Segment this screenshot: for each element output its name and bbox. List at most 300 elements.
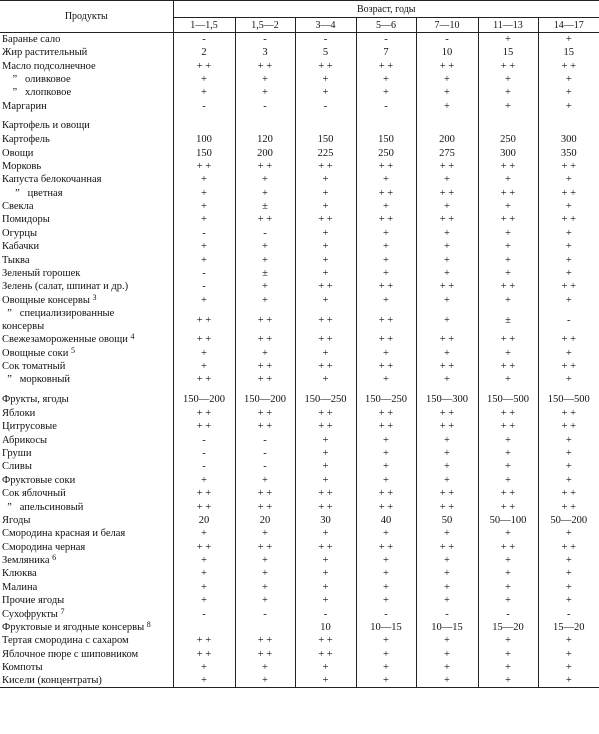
product-name <box>0 554 173 567</box>
age-group-header: 11—13 <box>478 18 538 33</box>
value-cell: + + <box>295 360 356 373</box>
value-cell: + + <box>356 187 416 200</box>
value-cell: + + <box>196 501 212 513</box>
product-name-text: Овощные консервы <box>2 294 90 306</box>
value-cell: + <box>201 201 207 213</box>
value-cell: + + <box>416 160 478 173</box>
value-cell: + + <box>538 160 599 173</box>
value-cell: + + <box>235 307 295 333</box>
table-row <box>0 433 599 446</box>
product-name <box>0 594 173 607</box>
table-row <box>0 294 599 307</box>
value-cell: + <box>538 86 599 99</box>
value-cell: + <box>478 73 538 86</box>
value-cell: + <box>416 294 478 307</box>
table-row <box>0 447 599 460</box>
value-cell: 10 <box>295 621 356 634</box>
value-cell: + <box>235 346 295 359</box>
value-cell: + <box>356 173 416 186</box>
value-cell: + + <box>416 280 478 293</box>
value-cell: + + <box>356 280 416 293</box>
product-name <box>0 227 173 240</box>
footnote-mark: 3 <box>92 293 97 302</box>
product-name-text: Зеленый горошек <box>2 268 81 280</box>
product-name-text: Зелень (салат, шпинат и др.) <box>2 281 129 293</box>
value-cell: + <box>235 294 295 307</box>
value-cell: + <box>478 594 538 607</box>
value-cell: + + <box>235 160 295 173</box>
value-cell: + <box>416 433 478 446</box>
section-title <box>0 113 173 133</box>
table-row <box>0 187 599 200</box>
table-row <box>0 527 599 540</box>
table-row <box>0 253 599 266</box>
value-cell: + <box>235 173 295 186</box>
product-name-text: Фруктовые и ягодные консервы <box>2 622 145 634</box>
value-cell: + + <box>295 407 356 420</box>
value-cell: + <box>235 474 295 487</box>
value-cell: + + <box>356 360 416 373</box>
product-name <box>0 307 173 333</box>
product-name-text: Масло подсолнечное <box>2 60 96 72</box>
product-name-text: Груши <box>2 447 32 459</box>
value-cell: 40 <box>356 514 416 527</box>
value-cell: + <box>173 674 235 688</box>
product-name-text: Овощи <box>2 147 34 159</box>
age-group-header: 1,5—2 <box>235 18 295 33</box>
value-cell: 150 <box>196 147 212 159</box>
product-name-text: Картофель <box>2 134 50 146</box>
value-cell: + + <box>416 500 478 513</box>
age-group-header: 3—4 <box>295 18 356 33</box>
value-cell: + <box>416 307 478 333</box>
table-row <box>0 621 599 634</box>
value-cell: + <box>538 634 599 647</box>
value-cell: + + <box>478 487 538 500</box>
value-cell: + + <box>235 500 295 513</box>
value-cell: + <box>201 581 207 593</box>
value-cell: + <box>295 73 356 86</box>
value-cell: 250 <box>478 133 538 146</box>
value-cell: + <box>416 267 478 280</box>
value-cell: ± <box>235 200 295 213</box>
value-cell: + <box>416 474 478 487</box>
product-name <box>0 500 173 513</box>
value-cell: + + <box>295 307 356 333</box>
value-cell: 3 <box>235 46 295 59</box>
product-name-text: Кисели (концентраты) <box>2 675 102 687</box>
product-name-text: Сухофрукты <box>2 608 58 620</box>
value-cell: + <box>478 294 538 307</box>
table-row <box>0 373 599 386</box>
value-cell: + + <box>538 213 599 226</box>
value-cell: 150—200 <box>235 387 295 407</box>
value-cell: + <box>478 634 538 647</box>
age-group-header: 14—17 <box>538 18 599 33</box>
product-name <box>0 200 173 213</box>
value-cell: - <box>356 100 416 113</box>
table-body <box>0 33 599 688</box>
value-cell: + <box>478 253 538 266</box>
value-cell: 150 <box>356 133 416 146</box>
product-name <box>0 581 173 594</box>
value-cell: + <box>538 527 599 540</box>
product-name <box>0 160 173 173</box>
value-cell: + <box>295 240 356 253</box>
value-cell: + <box>416 227 478 240</box>
value-cell: 350 <box>538 146 599 159</box>
value-cell: + + <box>295 59 356 72</box>
product-name-text: Клюква <box>2 568 37 580</box>
value-cell: + + <box>416 360 478 373</box>
value-cell: + <box>538 474 599 487</box>
value-cell: + <box>356 267 416 280</box>
value-cell: + <box>201 87 207 99</box>
value-cell: 10—15 <box>356 621 416 634</box>
value-cell: - <box>538 607 599 620</box>
value-cell: 15—20 <box>538 621 599 634</box>
product-name <box>0 487 173 500</box>
value-cell: + <box>295 567 356 580</box>
value-cell: + <box>235 594 295 607</box>
value-cell: + <box>538 581 599 594</box>
value-cell: + <box>295 594 356 607</box>
product-name-text: Сок яблочный <box>2 488 66 500</box>
value-cell: + <box>235 554 295 567</box>
value-cell: + <box>295 227 356 240</box>
table-row <box>0 360 599 373</box>
value-cell: + <box>416 447 478 460</box>
age-header: Возраст, годы <box>173 1 599 18</box>
product-name <box>0 33 173 47</box>
value-cell: 7 <box>356 46 416 59</box>
value-cell: 150—250 <box>356 387 416 407</box>
value-cell: + + <box>295 333 356 346</box>
table-row <box>0 346 599 359</box>
value-cell: + <box>478 173 538 186</box>
value-cell: + <box>478 581 538 594</box>
value-cell: + <box>295 581 356 594</box>
value-cell: + <box>356 200 416 213</box>
value-cell: + + <box>416 420 478 433</box>
product-name-text: Морковь <box>2 160 42 172</box>
value-cell: 150—500 <box>478 387 538 407</box>
table-row <box>0 567 599 580</box>
value-cell: + + <box>235 360 295 373</box>
value-cell: + + <box>356 59 416 72</box>
value-cell: + <box>416 634 478 647</box>
value-cell: - <box>416 33 478 47</box>
value-cell: + <box>416 567 478 580</box>
value-cell: 200 <box>235 146 295 159</box>
value-cell: + <box>416 527 478 540</box>
value-cell: + <box>356 73 416 86</box>
product-name <box>0 146 173 159</box>
value-cell: + <box>201 474 207 486</box>
product-name-text: Прочие ягоды <box>2 595 65 607</box>
table-row <box>0 407 599 420</box>
value-cell: + <box>478 447 538 460</box>
value-cell: + <box>356 581 416 594</box>
table-row <box>0 474 599 487</box>
value-cell: + <box>538 73 599 86</box>
value-cell: - <box>202 461 206 473</box>
value-cell: 200 <box>416 133 478 146</box>
value-cell: + <box>538 240 599 253</box>
table-row <box>0 213 599 226</box>
value-cell: + + <box>356 160 416 173</box>
product-name <box>0 280 173 293</box>
value-cell: + + <box>356 487 416 500</box>
value-cell: + <box>538 173 599 186</box>
product-name-text: Яблочное пюре с шиповником <box>2 648 139 660</box>
value-cell: + <box>295 187 356 200</box>
value-cell: + + <box>538 500 599 513</box>
value-cell: + <box>416 100 478 113</box>
value-cell: 20 <box>198 514 210 526</box>
table-row <box>0 420 599 433</box>
value-cell: + + <box>538 420 599 433</box>
table-row <box>0 46 599 59</box>
value-cell: + + <box>295 500 356 513</box>
value-cell: 30 <box>295 514 356 527</box>
footnote-mark: 8 <box>146 620 151 630</box>
table-row <box>0 661 599 674</box>
value-cell: + <box>478 267 538 280</box>
value-cell: + + <box>196 60 212 72</box>
product-name-text: Баранье сало <box>2 34 61 45</box>
value-cell: 225 <box>295 146 356 159</box>
value-cell: + <box>295 474 356 487</box>
value-cell: + <box>478 661 538 674</box>
value-cell: - <box>235 607 295 620</box>
value-cell: 50—200 <box>538 514 599 527</box>
product-name-text: Картофель и овощи <box>2 120 90 132</box>
value-cell: + <box>356 674 416 688</box>
product-name <box>0 133 173 146</box>
footnote-mark: 6 <box>52 553 57 563</box>
product-name-text: ” хлопковое <box>2 87 72 99</box>
product-name-text: ” специализированные <box>2 308 115 320</box>
table-row <box>0 541 599 554</box>
value-cell: + + <box>196 541 212 553</box>
value-cell: + <box>356 554 416 567</box>
value-cell <box>173 113 235 133</box>
product-name <box>0 46 173 59</box>
value-cell: + <box>416 253 478 266</box>
value-cell <box>538 113 599 133</box>
value-cell: + + <box>538 333 599 346</box>
value-cell: + <box>356 240 416 253</box>
table-row <box>0 607 599 620</box>
value-cell: + <box>538 433 599 446</box>
value-cell: + <box>416 460 478 473</box>
value-cell: - <box>202 100 206 112</box>
product-name <box>0 607 173 620</box>
value-cell: + <box>538 33 599 47</box>
value-cell: - <box>295 33 356 47</box>
product-name <box>0 648 173 661</box>
value-cell: + + <box>478 541 538 554</box>
product-name-text: Свекла <box>2 201 34 213</box>
value-cell: + <box>356 567 416 580</box>
value-cell: + + <box>478 360 538 373</box>
value-cell: - <box>235 447 295 460</box>
value-cell: + + <box>538 407 599 420</box>
value-cell <box>235 113 295 133</box>
product-name <box>0 527 173 540</box>
value-cell: 20 <box>235 514 295 527</box>
value-cell: + + <box>235 333 295 346</box>
value-cell: + <box>416 86 478 99</box>
value-cell: + <box>416 173 478 186</box>
value-cell: + + <box>538 360 599 373</box>
value-cell: + <box>235 280 295 293</box>
value-cell: + <box>295 527 356 540</box>
product-name-text: Тыква <box>2 254 30 266</box>
value-cell: + <box>295 460 356 473</box>
product-name <box>0 86 173 99</box>
product-name-text: Жир растительный <box>2 47 88 59</box>
value-cell: + <box>356 346 416 359</box>
value-cell: + <box>538 661 599 674</box>
value-cell: + <box>416 554 478 567</box>
value-cell: + + <box>416 407 478 420</box>
product-name-text: Кабачки <box>2 241 40 253</box>
value-cell: + + <box>478 187 538 200</box>
value-cell: + <box>356 594 416 607</box>
value-cell: + + <box>235 407 295 420</box>
value-cell: 300 <box>538 133 599 146</box>
value-cell: + <box>295 86 356 99</box>
value-cell: + <box>356 253 416 266</box>
value-cell: - <box>235 100 295 113</box>
value-cell: + <box>201 241 207 253</box>
value-cell: - <box>235 33 295 47</box>
value-cell: + + <box>295 648 356 661</box>
product-name <box>0 460 173 473</box>
product-name <box>0 173 173 186</box>
value-cell: + <box>538 267 599 280</box>
product-name-text: Тертая смородина с сахаром <box>2 635 129 647</box>
value-cell: + <box>201 254 207 266</box>
value-cell: + <box>416 240 478 253</box>
value-cell: + <box>201 294 207 306</box>
value-cell: + <box>538 294 599 307</box>
table-row <box>0 634 599 647</box>
table-row <box>0 307 599 333</box>
product-name <box>0 253 173 266</box>
product-name-text: Компоты <box>2 662 43 674</box>
value-cell: + + <box>416 213 478 226</box>
value-cell: + <box>416 674 478 688</box>
value-cell: + + <box>416 187 478 200</box>
value-cell: + <box>478 33 538 47</box>
value-cell: - <box>416 607 478 620</box>
value-cell: - <box>235 227 295 240</box>
value-cell: + <box>295 253 356 266</box>
value-cell: + <box>416 73 478 86</box>
value-cell: + + <box>235 634 295 647</box>
value-cell: + <box>235 567 295 580</box>
table-row <box>0 146 599 159</box>
table-row <box>0 500 599 513</box>
value-cell: + <box>416 373 478 386</box>
value-cell: + <box>356 527 416 540</box>
value-cell: + <box>356 661 416 674</box>
value-cell: + + <box>478 160 538 173</box>
value-cell: + + <box>356 307 416 333</box>
value-cell: + <box>416 661 478 674</box>
product-name <box>0 187 173 200</box>
value-cell: - <box>356 33 416 47</box>
product-name <box>0 541 173 554</box>
product-name-text: Смородина красная и белая <box>2 528 126 540</box>
product-name <box>0 621 173 634</box>
value-cell: + <box>201 528 207 540</box>
value-cell: + <box>295 661 356 674</box>
value-cell: + + <box>196 374 212 386</box>
product-name <box>0 474 173 487</box>
value-cell: + + <box>356 500 416 513</box>
table-row <box>0 674 599 688</box>
product-name <box>0 514 173 527</box>
table-row <box>0 333 599 346</box>
value-cell <box>478 113 538 133</box>
table-row <box>0 648 599 661</box>
value-cell: 5 <box>295 46 356 59</box>
value-cell: - <box>202 447 206 459</box>
value-cell: + <box>356 294 416 307</box>
value-cell: + + <box>295 280 356 293</box>
value-cell: - <box>202 434 206 446</box>
value-cell: + <box>201 214 207 226</box>
value-cell: + <box>295 674 356 688</box>
value-cell: + + <box>478 280 538 293</box>
value-cell: + <box>356 86 416 99</box>
value-cell: + + <box>478 500 538 513</box>
product-name <box>0 73 173 86</box>
footnote-mark: 4 <box>130 333 135 342</box>
value-cell: + <box>416 581 478 594</box>
table-row <box>0 487 599 500</box>
value-cell: + <box>235 86 295 99</box>
value-cell: + <box>478 474 538 487</box>
table-row <box>0 73 599 86</box>
value-cell: + <box>538 554 599 567</box>
products-header: Продукты <box>0 1 173 33</box>
value-cell: + <box>478 433 538 446</box>
value-cell: + <box>295 173 356 186</box>
value-cell: + <box>538 594 599 607</box>
value-cell: + <box>478 200 538 213</box>
value-cell: + <box>538 200 599 213</box>
value-cell: + + <box>235 420 295 433</box>
value-cell: + <box>201 361 207 372</box>
product-name <box>0 294 173 307</box>
product-name-text: Смородина черная <box>2 541 86 553</box>
value-cell: + <box>478 240 538 253</box>
value-cell: ± <box>478 307 538 333</box>
product-name-text: ” оливковое <box>2 73 71 85</box>
product-name-text: Фрукты, ягоды <box>2 394 69 406</box>
value-cell <box>235 621 295 634</box>
product-name <box>0 373 173 386</box>
value-cell: 50—100 <box>478 514 538 527</box>
table-row <box>0 267 599 280</box>
value-cell: + <box>416 200 478 213</box>
table-row <box>0 33 599 47</box>
